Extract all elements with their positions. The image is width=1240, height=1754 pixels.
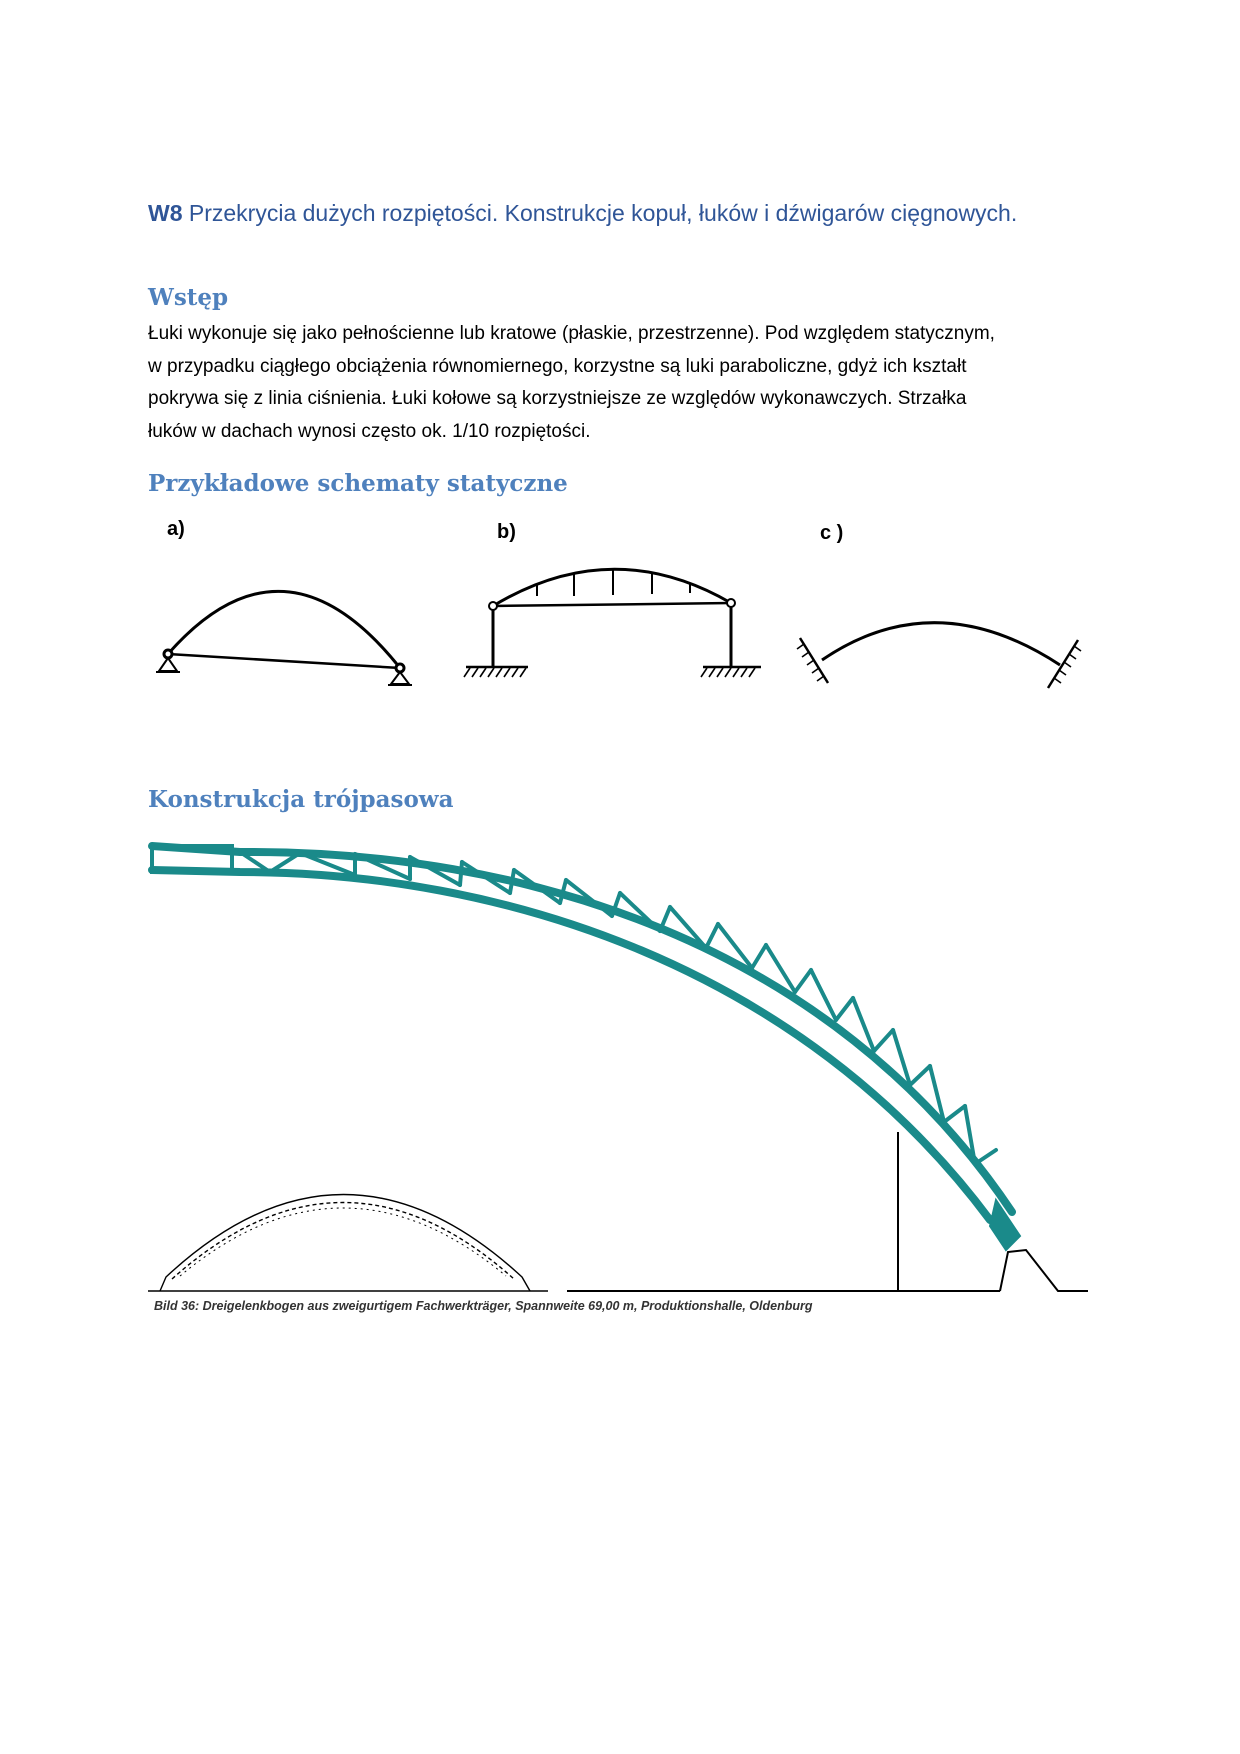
truss-diagonals <box>240 852 996 1164</box>
scheme-label-a: a) <box>167 518 185 540</box>
elevation-sketch <box>148 1195 548 1292</box>
intro-line: pokrywa się z linia ciśnienia. Łuki kołowe są korzystniejsze ze względów wykonawczych. Strzałka <box>148 388 967 409</box>
truss-heading: Konstrukcja trójpasowa <box>148 786 454 813</box>
scheme-label-c: c ) <box>820 522 844 544</box>
title-text: Przekrycia dużych rozpiętości. Konstrukcje kopuł, łuków i dźwigarów cięgnowych. <box>188 200 1018 226</box>
intro-line: Łuki wykonuje się jako pełnościenne lub kratowe (płaskie, przestrzenne). Pod względem statycznym, <box>148 323 995 344</box>
right-support <box>1000 1250 1088 1291</box>
intro-line: w przypadku ciągłego obciążenia równomiernego, korzystne są luki paraboliczne, gdyż ich kształt <box>148 355 967 377</box>
truss-top-chord <box>152 846 1012 1212</box>
scheme-label-b: b) <box>497 521 516 543</box>
intro-line: łuków w dachach wynosi często ok. 1/10 rozpiętości. <box>148 420 591 442</box>
schemes-heading: Przykładowe schematy statyczne <box>148 470 568 497</box>
truss-caption: Bild 36: Dreigelenkbogen aus zweigurtigem Fachwerkträger, Spannweite 69,00 m, Produktionshalle, Oldenburg <box>154 1299 813 1313</box>
intro-heading: Wstęp <box>148 284 229 311</box>
title-prefix: W8 <box>148 200 183 226</box>
